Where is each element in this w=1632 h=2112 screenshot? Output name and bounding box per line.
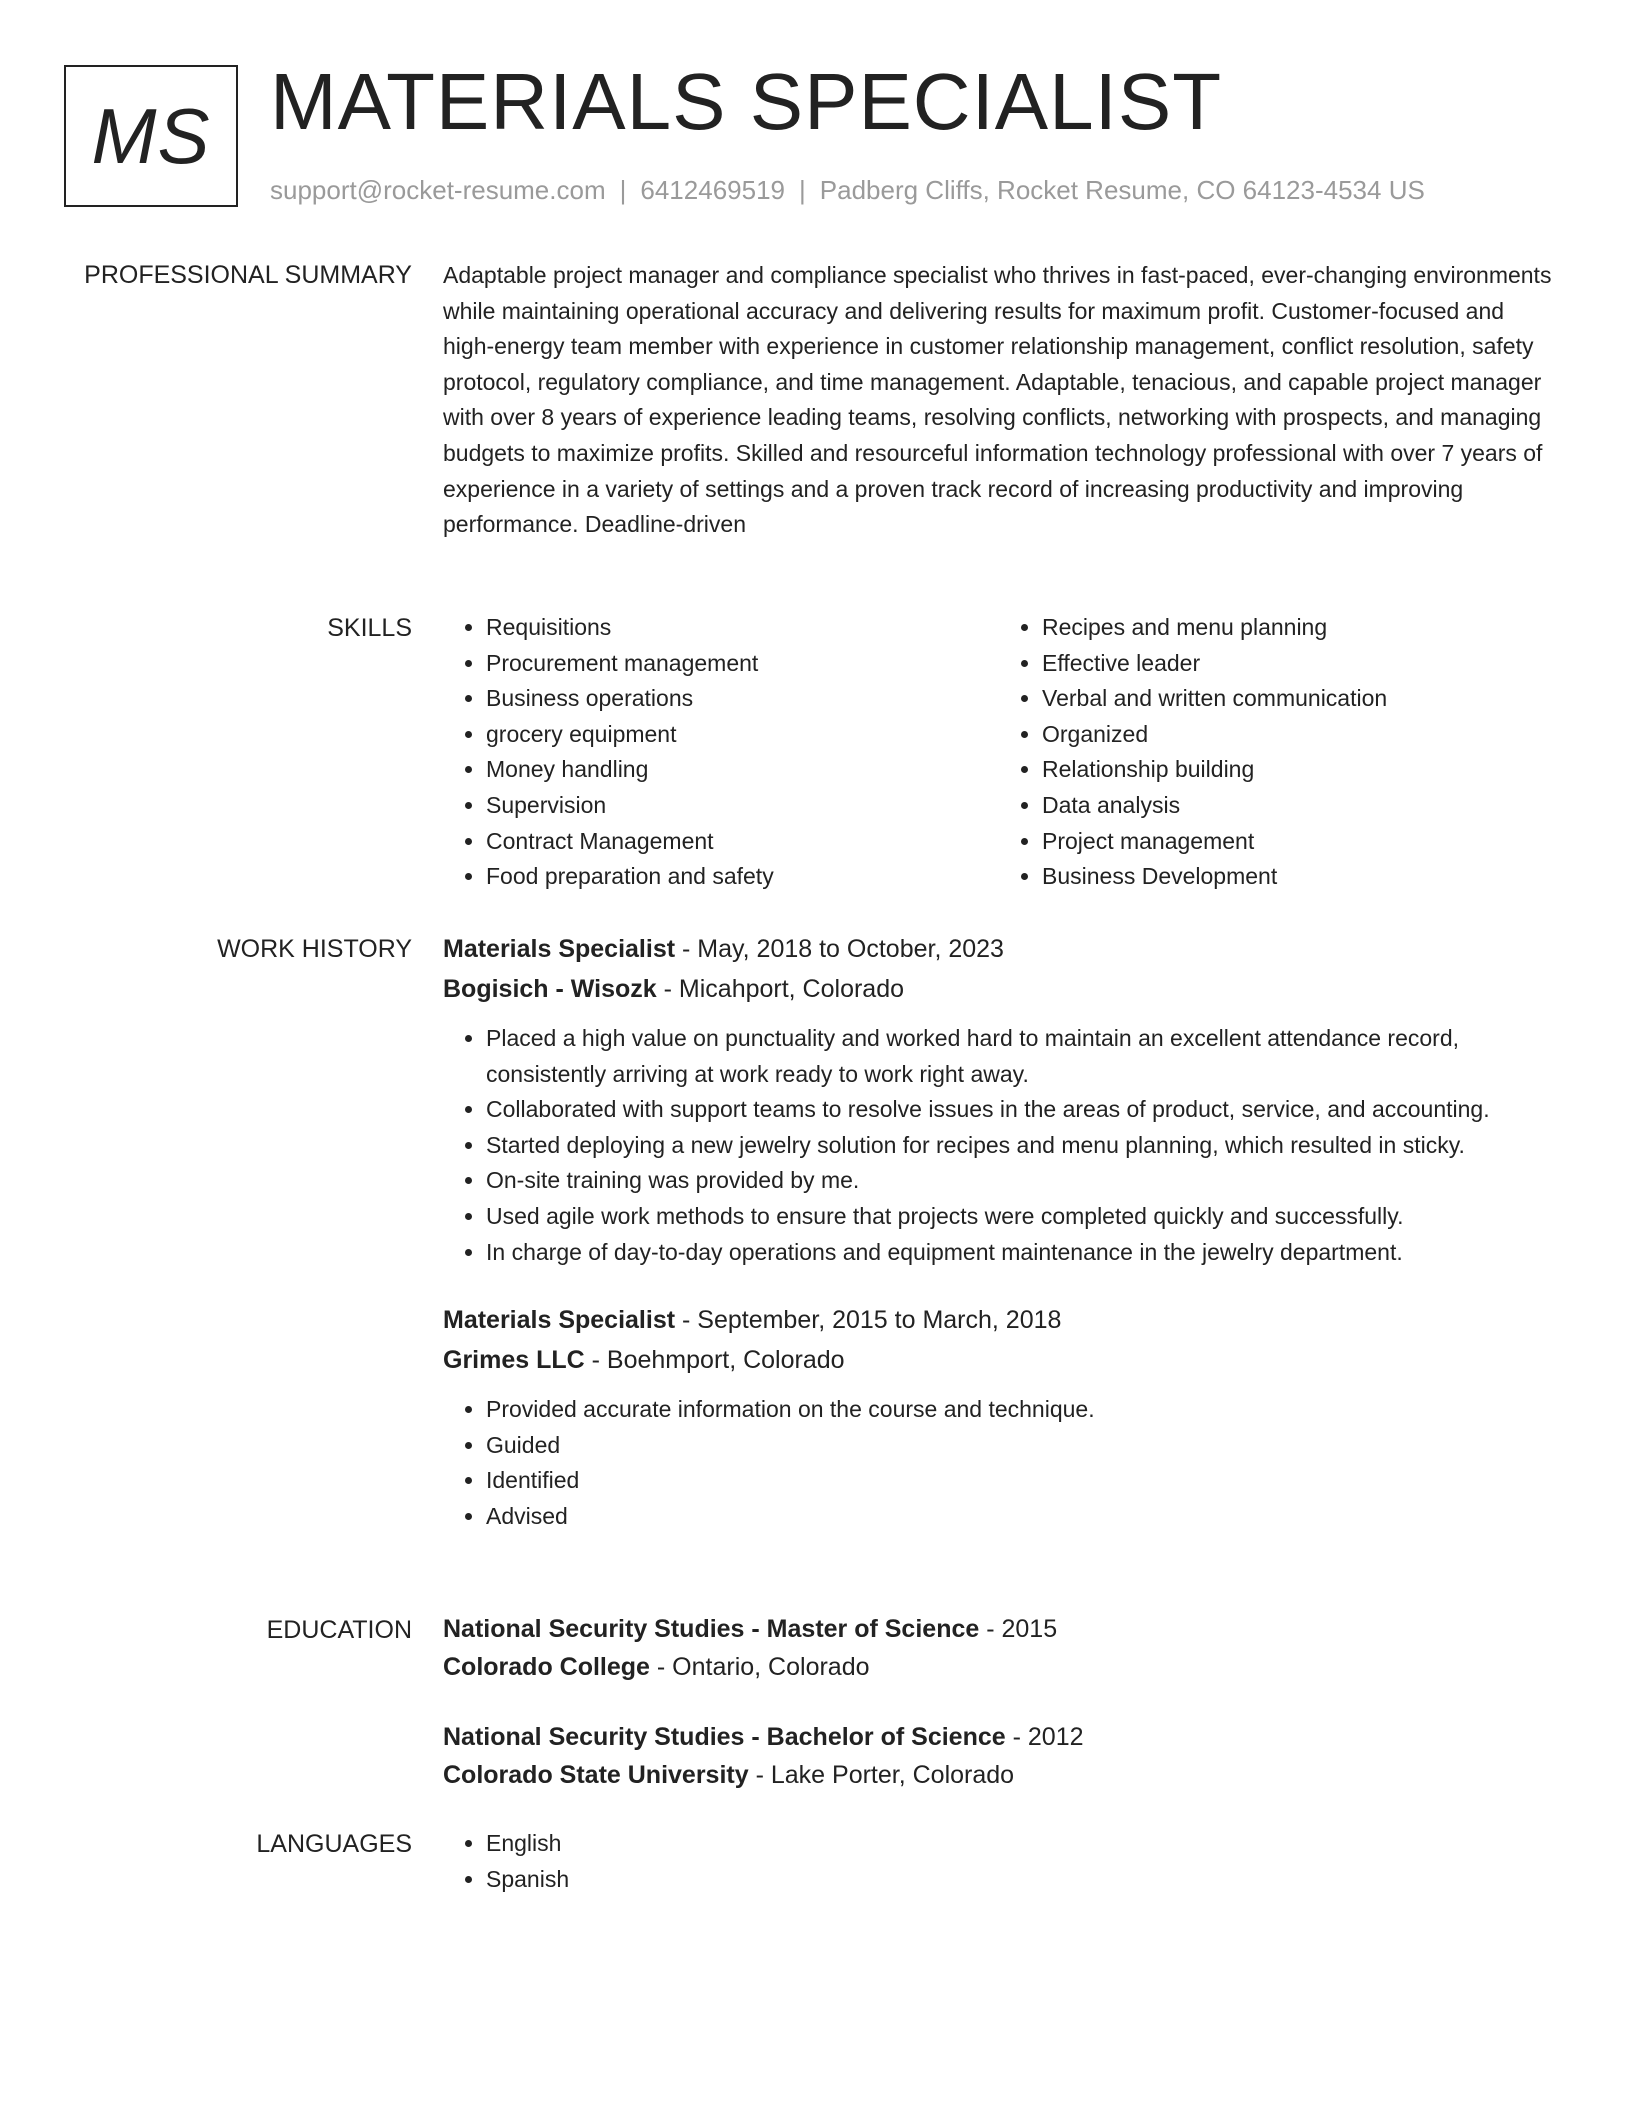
- list-item: • English: [486, 1826, 1555, 1862]
- education-entry: [443, 1610, 1555, 1686]
- list-item: • Requisitions: [486, 610, 999, 646]
- work-history-content: [443, 929, 1555, 1535]
- job-duties-list: [443, 1021, 1555, 1270]
- job-location: - Micahport, Colorado: [656, 975, 905, 1003]
- list-item: • Started deploying a new jewelry solution for recipes and menu planning, which resulted in sticky.: [486, 1128, 1555, 1164]
- section-label: LANGUAGES: [256, 1830, 412, 1858]
- list-item: • Provided accurate information on the course and technique.: [486, 1392, 1555, 1428]
- list-item: • Contract Management: [486, 824, 999, 860]
- list-item: • In charge of day-to-day operations and equipment maintenance in the jewelry department.: [486, 1235, 1555, 1271]
- degree-year: - 2015: [979, 1615, 1058, 1643]
- list-item: • Supervision: [486, 788, 999, 824]
- list-item: • Identified: [486, 1463, 1555, 1499]
- skills-list-left: [443, 610, 999, 895]
- skills-columns: [443, 610, 1555, 895]
- degree: National Security Studies - Bachelor of Science: [443, 1723, 1006, 1751]
- job-dates: - September, 2015 to March, 2018: [675, 1306, 1062, 1335]
- languages-content: [443, 1826, 1555, 1897]
- list-item: • Used agile work methods to ensure that projects were completed quickly and successfully.: [486, 1199, 1555, 1235]
- job-duties-list: [443, 1392, 1555, 1534]
- job-company: Grimes LLC: [443, 1346, 585, 1375]
- list-item: • Data analysis: [1042, 788, 1555, 824]
- job-title: Materials Specialist: [443, 935, 676, 963]
- resume-title: MATERIALS SPECIALIST: [270, 57, 1223, 146]
- list-item: • Business Development: [1042, 859, 1555, 895]
- contact-line: [270, 172, 1425, 208]
- list-item: • Placed a high value on punctuality and worked hard to maintain an excellent attendance record, consistently arriving at work ready to work right away.: [486, 1021, 1555, 1092]
- list-item: • Guided: [486, 1428, 1555, 1464]
- school: Colorado State University: [443, 1761, 749, 1789]
- list-item: • Recipes and menu planning: [1042, 610, 1555, 646]
- monogram-badge: [64, 65, 238, 207]
- list-item: • Spanish: [486, 1862, 1555, 1898]
- section-label: WORK HISTORY: [217, 935, 412, 963]
- school-line: [443, 1648, 1555, 1686]
- languages-list: [443, 1826, 1555, 1897]
- job-company-line: [443, 969, 1555, 1009]
- list-item: • Organized: [1042, 717, 1555, 753]
- job-entry: [443, 929, 1555, 1270]
- job-location: - Boehmport, Colorado: [584, 1346, 845, 1375]
- list-item: • grocery equipment: [486, 717, 999, 753]
- section-label: EDUCATION: [266, 1616, 412, 1644]
- job-entry: [443, 1300, 1555, 1534]
- summary-text: Adaptable project manager and compliance specialist who thrives in fast-paced, ever-changing environments while maintaining operational accuracy and delivering results for maximum profit. Customer-focused and high-energy team member with experience in customer relationship management, conflict resolution, safety protocol, regulatory compliance, and time management. Adaptable, tenacious, and capable project manager with over 8 years of experience leading teams, resolving conflicts, networking with prospects, and managing budgets to maximize profits. Skilled and resourceful information technology professional with over 7 years of experience in a variety of settings and a proven track record of increasing productivity and improving performance. Deadline-driven: [443, 262, 1552, 538]
- school-location: - Lake Porter, Colorado: [748, 1761, 1015, 1789]
- education-content: [443, 1610, 1555, 1794]
- job-company-line: [443, 1340, 1555, 1380]
- education-entry: [443, 1718, 1555, 1794]
- school: Colorado College: [443, 1653, 650, 1681]
- monogram-text: MS: [91, 91, 211, 180]
- contact-address: Padberg Cliffs, Rocket Resume, CO 64123-4534 US: [819, 175, 1425, 205]
- list-item: • Money handling: [486, 752, 999, 788]
- school-location: - Ontario, Colorado: [649, 1653, 870, 1681]
- list-item: • Advised: [486, 1499, 1555, 1535]
- job-company: Bogisich - Wisozk: [443, 975, 657, 1003]
- list-item: • Verbal and written communication: [1042, 681, 1555, 717]
- list-item: • Business operations: [486, 681, 999, 717]
- job-dates: - May, 2018 to October, 2023: [675, 935, 1004, 963]
- degree: National Security Studies - Master of Science: [443, 1615, 980, 1643]
- degree-line: [443, 1718, 1555, 1756]
- degree-line: [443, 1610, 1555, 1648]
- contact-separator: |: [799, 175, 806, 205]
- section-label: SKILLS: [327, 614, 412, 642]
- list-item: • Effective leader: [1042, 646, 1555, 682]
- list-item: • Collaborated with support teams to resolve issues in the areas of product, service, and accounting.: [486, 1092, 1555, 1128]
- list-item: • Relationship building: [1042, 752, 1555, 788]
- list-item: • Procurement management: [486, 646, 999, 682]
- contact-phone[interactable]: 6412469519: [640, 175, 785, 205]
- contact-email[interactable]: support@rocket-resume.com: [270, 175, 606, 205]
- section-label: PROFESSIONAL SUMMARY: [84, 261, 412, 289]
- contact-separator: |: [619, 175, 627, 205]
- school-line: [443, 1756, 1555, 1794]
- job-title-line: [443, 929, 1555, 969]
- list-item: • Food preparation and safety: [486, 859, 999, 895]
- list-item: • On-site training was provided by me.: [486, 1163, 1555, 1199]
- job-title: Materials Specialist: [443, 1306, 676, 1335]
- degree-year: - 2012: [1005, 1723, 1084, 1751]
- list-item: • Project management: [1042, 824, 1555, 860]
- job-title-line: [443, 1300, 1555, 1340]
- skills-list-right: [999, 610, 1555, 895]
